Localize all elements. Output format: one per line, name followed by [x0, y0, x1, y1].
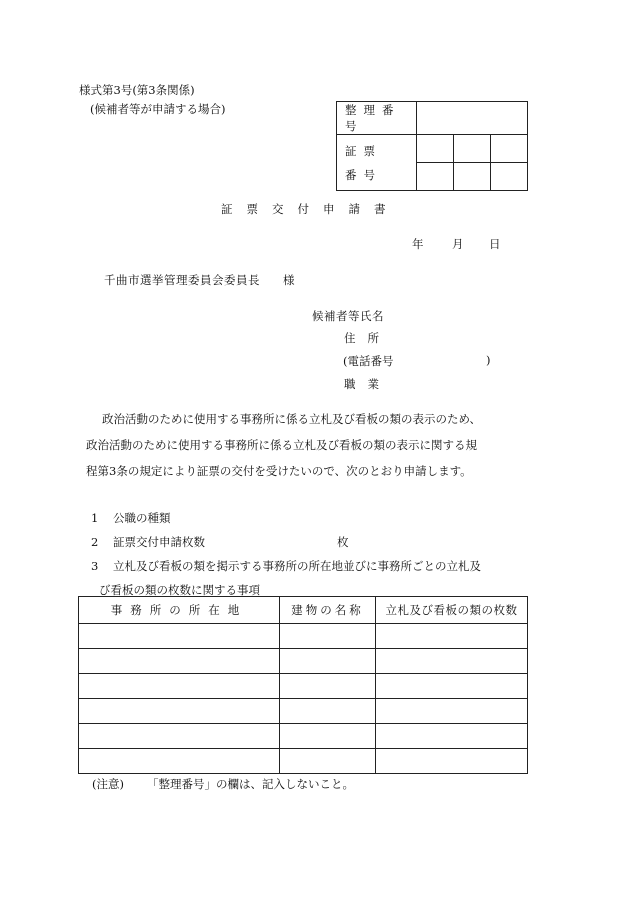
body-line: 政治活動のために使用する事務所に係る立札及び看板の類の表示のため、 — [102, 412, 482, 426]
certificate-number-cell[interactable] — [491, 163, 528, 191]
item-number: 3 — [91, 559, 99, 573]
table-row — [79, 724, 528, 749]
table-cell[interactable] — [79, 649, 280, 674]
management-number-field[interactable] — [417, 102, 528, 135]
certificate-number-label — [337, 135, 417, 191]
date-year-label: 年 — [412, 237, 424, 251]
document-title: 証票交付申請書 — [221, 202, 400, 216]
table-cell[interactable] — [79, 749, 280, 774]
table-cell[interactable] — [280, 624, 376, 649]
item-continuation: び看板の類の枚数に関する事項 — [99, 583, 260, 597]
item-unit: 枚 — [337, 535, 349, 549]
body-line: 政治活動のために使用する事務所に係る立札及び看板の類の表示に関する規 — [86, 438, 477, 452]
table-cell[interactable] — [79, 674, 280, 699]
item-text: 証票交付申請枚数 — [113, 535, 205, 549]
form-subtitle: (候補者等が申請する場合) — [90, 102, 226, 116]
table-cell[interactable] — [376, 749, 528, 774]
table-cell[interactable] — [280, 674, 376, 699]
office-table — [78, 596, 528, 774]
certificate-number-cell[interactable] — [454, 135, 491, 163]
column-header-location: 事務所の所在地 — [79, 597, 280, 624]
applicant-name-label: 候補者等氏名 — [312, 309, 384, 323]
list-item — [91, 506, 481, 530]
certificate-number-label-line2: 番号 — [345, 167, 382, 182]
applicant-occupation-label: 職業 — [344, 377, 391, 391]
table-cell[interactable] — [280, 649, 376, 674]
note-label: (注意) — [92, 777, 124, 791]
certificate-number-label-line1: 証票 — [345, 143, 382, 158]
application-body — [86, 406, 526, 484]
table-cell[interactable] — [376, 649, 528, 674]
column-header-building: 建物の名称 — [280, 597, 376, 624]
table-cell[interactable] — [79, 699, 280, 724]
list-item — [91, 554, 481, 578]
table-cell[interactable] — [376, 724, 528, 749]
certificate-number-cell[interactable] — [417, 135, 454, 163]
certificate-number-cell[interactable] — [491, 135, 528, 163]
applicant-phone-close: ) — [486, 353, 491, 367]
applicant-address-label: 住所 — [344, 331, 391, 345]
table-cell[interactable] — [376, 674, 528, 699]
item-number: 1 — [91, 511, 99, 525]
management-number-label: 整理番号 — [337, 102, 417, 135]
table-row — [79, 699, 528, 724]
date-day-label: 日 — [489, 237, 501, 251]
table-cell[interactable] — [280, 749, 376, 774]
applicant-phone-open: (電話番号 — [343, 354, 394, 368]
table-cell[interactable] — [280, 699, 376, 724]
item-text: 立札及び看板の類を掲示する事務所の所在地並びに事務所ごとの立札及 — [113, 559, 481, 573]
item-text: 公職の種類 — [113, 511, 171, 525]
column-header-sign-count: 立札及び看板の類の枚数 — [376, 597, 528, 624]
table-cell[interactable] — [79, 724, 280, 749]
table-cell[interactable] — [376, 699, 528, 724]
addressee-honorific: 様 — [283, 273, 295, 287]
form-number: 様式第3号(第3条関係) — [79, 83, 195, 97]
list-item — [91, 530, 481, 554]
body-line: 程第3条の規定により証票の交付を受けたいので、次のとおり申請します。 — [86, 464, 472, 478]
reference-number-box — [336, 101, 528, 191]
item-number: 2 — [91, 535, 99, 549]
table-row — [79, 674, 528, 699]
addressee-name: 千曲市選挙管理委員会委員長 — [104, 273, 260, 287]
table-cell[interactable] — [280, 724, 376, 749]
table-cell[interactable] — [79, 624, 280, 649]
note-text: 「整理番号」の欄は、記入しないこと。 — [147, 777, 354, 791]
table-row — [79, 649, 528, 674]
date-month-label: 月 — [452, 237, 464, 251]
application-items — [91, 506, 481, 602]
table-cell[interactable] — [376, 624, 528, 649]
certificate-number-cell[interactable] — [454, 163, 491, 191]
table-header-row — [79, 597, 528, 624]
table-row — [79, 624, 528, 649]
certificate-number-cell[interactable] — [417, 163, 454, 191]
table-row — [79, 749, 528, 774]
